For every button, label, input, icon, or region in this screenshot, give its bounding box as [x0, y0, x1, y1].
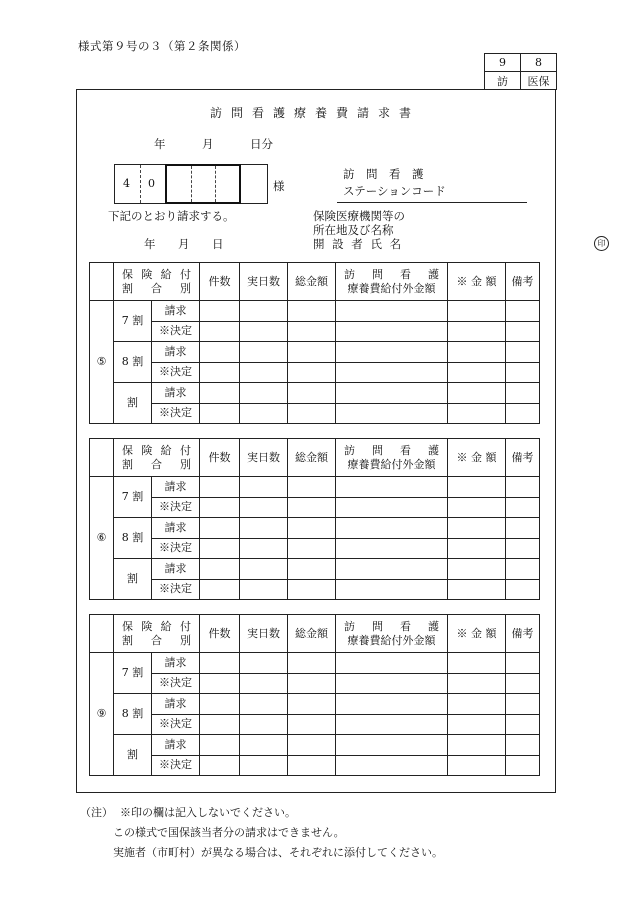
- cell-remarks[interactable]: [506, 694, 540, 715]
- cell-amount[interactable]: [448, 538, 506, 559]
- cell-amount[interactable]: [448, 321, 506, 342]
- cell-remarks[interactable]: [506, 342, 540, 363]
- cell-other[interactable]: [336, 518, 448, 539]
- cell-remarks[interactable]: [506, 321, 540, 342]
- cell-amount[interactable]: [448, 362, 506, 383]
- decision-label: ※決定: [152, 538, 200, 559]
- cell-days[interactable]: [240, 538, 288, 559]
- header-other: 訪問看護 療養費給付外金額: [336, 439, 448, 477]
- cell-count[interactable]: [200, 735, 240, 756]
- claims-table-2: [89, 438, 540, 600]
- code-digit-1: 4: [123, 177, 130, 190]
- cell-total[interactable]: [288, 694, 336, 715]
- cell-total[interactable]: [288, 403, 336, 424]
- station-code-box[interactable]: [114, 164, 268, 204]
- rate-label: 割: [114, 559, 152, 600]
- header-other: 訪問看護 療養費給付外金額: [336, 263, 448, 301]
- claims-table-1: [89, 262, 540, 424]
- sama-label: 様: [273, 179, 285, 193]
- header-rate: 保険給付 割合別: [114, 615, 200, 653]
- table-row: [90, 673, 540, 694]
- rate-label: 割: [114, 735, 152, 776]
- table-row: [90, 559, 540, 580]
- cell-amount[interactable]: [448, 653, 506, 674]
- cell-other[interactable]: [336, 579, 448, 600]
- cell-total[interactable]: [288, 735, 336, 756]
- cell-other[interactable]: [336, 477, 448, 498]
- claims-table-3: [89, 614, 540, 776]
- cell-count[interactable]: [200, 694, 240, 715]
- cell-remarks[interactable]: [506, 477, 540, 498]
- cell-total[interactable]: [288, 755, 336, 776]
- cell-amount[interactable]: [448, 403, 506, 424]
- cell-count[interactable]: [200, 301, 240, 322]
- decision-label: ※決定: [152, 579, 200, 600]
- station-label-1: 訪 問 看 護: [343, 167, 424, 181]
- notes: [80, 803, 443, 863]
- cell-remarks[interactable]: [506, 403, 540, 424]
- table-row: [90, 735, 540, 756]
- section-marker: ⑨: [90, 653, 114, 776]
- cell-other[interactable]: [336, 755, 448, 776]
- cell-total[interactable]: [288, 362, 336, 383]
- note-line-2: この様式で国保該当者分の請求はできません。: [113, 826, 345, 839]
- note-line-1: ※印の欄は記入しないでください。: [120, 806, 296, 819]
- cell-count[interactable]: [200, 383, 240, 404]
- cell-total[interactable]: [288, 538, 336, 559]
- decision-label: ※決定: [152, 321, 200, 342]
- cell-remarks[interactable]: [506, 673, 540, 694]
- cell-amount[interactable]: [448, 694, 506, 715]
- cell-days[interactable]: [240, 301, 288, 322]
- table-row: [90, 755, 540, 776]
- table-row: [90, 301, 540, 322]
- request-day-label: 日: [212, 237, 224, 251]
- cell-count[interactable]: [200, 497, 240, 518]
- cell-days[interactable]: [240, 383, 288, 404]
- claim-label: 請求: [152, 342, 200, 363]
- cell-total[interactable]: [288, 477, 336, 498]
- cell-count[interactable]: [200, 755, 240, 776]
- cell-other[interactable]: [336, 321, 448, 342]
- cell-remarks[interactable]: [506, 518, 540, 539]
- header-days: 実日数: [240, 263, 288, 301]
- cell-total[interactable]: [288, 342, 336, 363]
- cell-days[interactable]: [240, 497, 288, 518]
- table-row: [90, 342, 540, 363]
- rate-label: 7 割: [114, 301, 152, 342]
- cell-amount[interactable]: [448, 714, 506, 735]
- cell-other[interactable]: [336, 673, 448, 694]
- station-underline: [337, 202, 527, 203]
- decision-label: ※決定: [152, 403, 200, 424]
- cell-remarks[interactable]: [506, 714, 540, 735]
- header-remarks: 備考: [506, 263, 540, 301]
- cell-count[interactable]: [200, 653, 240, 674]
- cell-count[interactable]: [200, 673, 240, 694]
- cell-count[interactable]: [200, 559, 240, 580]
- section-marker: ⑥: [90, 477, 114, 600]
- table-row: [90, 403, 540, 424]
- cell-total[interactable]: [288, 383, 336, 404]
- cell-count[interactable]: [200, 579, 240, 600]
- cell-other[interactable]: [336, 559, 448, 580]
- claim-label: 請求: [152, 383, 200, 404]
- cell-total[interactable]: [288, 559, 336, 580]
- request-text: 下記のとおり請求する。: [108, 209, 235, 223]
- decision-label: ※決定: [152, 755, 200, 776]
- cell-other[interactable]: [336, 383, 448, 404]
- seal-icon: 印: [594, 236, 609, 251]
- code-cell-insurance: 医保: [521, 72, 557, 90]
- cell-total[interactable]: [288, 579, 336, 600]
- cell-remarks[interactable]: [506, 383, 540, 404]
- cell-amount[interactable]: [448, 342, 506, 363]
- cell-days[interactable]: [240, 579, 288, 600]
- cell-total[interactable]: [288, 321, 336, 342]
- claim-label: 請求: [152, 301, 200, 322]
- founder-label: 開 設 者 氏 名: [313, 237, 404, 251]
- form-title: 訪問看護療養費請求書: [209, 106, 420, 120]
- claim-label: 請求: [152, 735, 200, 756]
- cell-other[interactable]: [336, 735, 448, 756]
- cell-amount[interactable]: [448, 579, 506, 600]
- header-blank: [90, 615, 114, 653]
- claim-label: 請求: [152, 477, 200, 498]
- cell-amount[interactable]: [448, 673, 506, 694]
- cell-remarks[interactable]: [506, 497, 540, 518]
- decision-label: ※決定: [152, 714, 200, 735]
- table-row: [90, 497, 540, 518]
- cell-count[interactable]: [200, 538, 240, 559]
- table-row: [90, 518, 540, 539]
- table-row: [90, 714, 540, 735]
- header-rate: 保険給付 割合別: [114, 263, 200, 301]
- note-line-3: 実施者（市町村）が異なる場合は、それぞれに添付してください。: [113, 846, 443, 859]
- cell-count[interactable]: [200, 403, 240, 424]
- station-label-2: ステーションコード: [343, 184, 446, 198]
- header-remarks: 備考: [506, 439, 540, 477]
- decision-label: ※決定: [152, 362, 200, 383]
- cell-days[interactable]: [240, 653, 288, 674]
- code-cell-8: 8: [521, 54, 557, 72]
- request-month-label: 月: [178, 237, 190, 251]
- cell-count[interactable]: [200, 321, 240, 342]
- table-row: [90, 383, 540, 404]
- claim-label: 請求: [152, 694, 200, 715]
- code-cell-9: 9: [485, 54, 521, 72]
- table-row: [90, 538, 540, 559]
- cell-amount[interactable]: [448, 497, 506, 518]
- form-number: 様式第９号の３（第２条関係）: [78, 39, 246, 53]
- claim-label: 請求: [152, 653, 200, 674]
- header-blank: [90, 263, 114, 301]
- cell-other[interactable]: [336, 301, 448, 322]
- header-count: 件数: [200, 615, 240, 653]
- header-count: 件数: [200, 263, 240, 301]
- cell-other[interactable]: [336, 714, 448, 735]
- header-days: 実日数: [240, 439, 288, 477]
- notes-prefix: （注）: [80, 806, 113, 819]
- cell-count[interactable]: [200, 518, 240, 539]
- header-total: 総金額: [288, 615, 336, 653]
- address-label-2: 所在地及び名称: [313, 223, 394, 237]
- rate-label: 7 割: [114, 653, 152, 694]
- billing-year-label: 年: [154, 137, 166, 151]
- cell-remarks[interactable]: [506, 735, 540, 756]
- cell-total[interactable]: [288, 714, 336, 735]
- cell-remarks[interactable]: [506, 559, 540, 580]
- table-row: [90, 579, 540, 600]
- cell-amount[interactable]: [448, 477, 506, 498]
- rate-label: 割: [114, 383, 152, 424]
- header-amount: ※ 金 額: [448, 263, 506, 301]
- rate-label: 8 割: [114, 518, 152, 559]
- cell-other[interactable]: [336, 362, 448, 383]
- cell-other[interactable]: [336, 403, 448, 424]
- cell-other[interactable]: [336, 653, 448, 674]
- header-days: 実日数: [240, 615, 288, 653]
- request-year-label: 年: [144, 237, 156, 251]
- section-marker: ⑤: [90, 301, 114, 424]
- address-label-1: 保険医療機関等の: [313, 209, 405, 223]
- cell-count[interactable]: [200, 477, 240, 498]
- cell-days[interactable]: [240, 403, 288, 424]
- rate-label: 7 割: [114, 477, 152, 518]
- table-row: [90, 694, 540, 715]
- table-row: [90, 653, 540, 674]
- cell-other[interactable]: [336, 538, 448, 559]
- code-entry-area[interactable]: [165, 164, 241, 204]
- cell-remarks[interactable]: [506, 755, 540, 776]
- table-row: [90, 321, 540, 342]
- cell-remarks[interactable]: [506, 301, 540, 322]
- cell-remarks[interactable]: [506, 579, 540, 600]
- claim-label: 請求: [152, 518, 200, 539]
- cell-amount[interactable]: [448, 559, 506, 580]
- cell-days[interactable]: [240, 518, 288, 539]
- header-amount: ※ 金 額: [448, 439, 506, 477]
- cell-other[interactable]: [336, 342, 448, 363]
- cell-days[interactable]: [240, 735, 288, 756]
- decision-label: ※決定: [152, 673, 200, 694]
- cell-days[interactable]: [240, 694, 288, 715]
- cell-total[interactable]: [288, 497, 336, 518]
- cell-days[interactable]: [240, 714, 288, 735]
- rate-label: 8 割: [114, 694, 152, 735]
- header-other: 訪問看護 療養費給付外金額: [336, 615, 448, 653]
- cell-days[interactable]: [240, 342, 288, 363]
- billing-month-label: 月: [202, 137, 214, 151]
- cell-remarks[interactable]: [506, 538, 540, 559]
- form-code-box: [484, 53, 557, 90]
- header-rate: 保険給付 割合別: [114, 439, 200, 477]
- code-digit-2: 0: [148, 177, 155, 190]
- cell-remarks[interactable]: [506, 653, 540, 674]
- cell-remarks[interactable]: [506, 362, 540, 383]
- cell-amount[interactable]: [448, 735, 506, 756]
- header-blank: [90, 439, 114, 477]
- cell-total[interactable]: [288, 653, 336, 674]
- cell-days[interactable]: [240, 477, 288, 498]
- claim-label: 請求: [152, 559, 200, 580]
- cell-days[interactable]: [240, 755, 288, 776]
- cell-amount[interactable]: [448, 301, 506, 322]
- table-row: [90, 362, 540, 383]
- cell-amount[interactable]: [448, 518, 506, 539]
- cell-days[interactable]: [240, 559, 288, 580]
- cell-amount[interactable]: [448, 383, 506, 404]
- cell-total[interactable]: [288, 301, 336, 322]
- cell-count[interactable]: [200, 342, 240, 363]
- header-amount: ※ 金 額: [448, 615, 506, 653]
- cell-days[interactable]: [240, 673, 288, 694]
- cell-count[interactable]: [200, 714, 240, 735]
- decision-label: ※決定: [152, 497, 200, 518]
- cell-amount[interactable]: [448, 755, 506, 776]
- header-count: 件数: [200, 439, 240, 477]
- cell-other[interactable]: [336, 694, 448, 715]
- code-cell-visit: 訪: [485, 72, 521, 90]
- header-total: 総金額: [288, 263, 336, 301]
- billing-day-label: 日分: [250, 137, 273, 151]
- header-total: 総金額: [288, 439, 336, 477]
- cell-other[interactable]: [336, 497, 448, 518]
- cell-total[interactable]: [288, 673, 336, 694]
- cell-days[interactable]: [240, 321, 288, 342]
- cell-total[interactable]: [288, 518, 336, 539]
- table-row: [90, 477, 540, 498]
- cell-count[interactable]: [200, 362, 240, 383]
- header-remarks: 備考: [506, 615, 540, 653]
- rate-label: 8 割: [114, 342, 152, 383]
- cell-days[interactable]: [240, 362, 288, 383]
